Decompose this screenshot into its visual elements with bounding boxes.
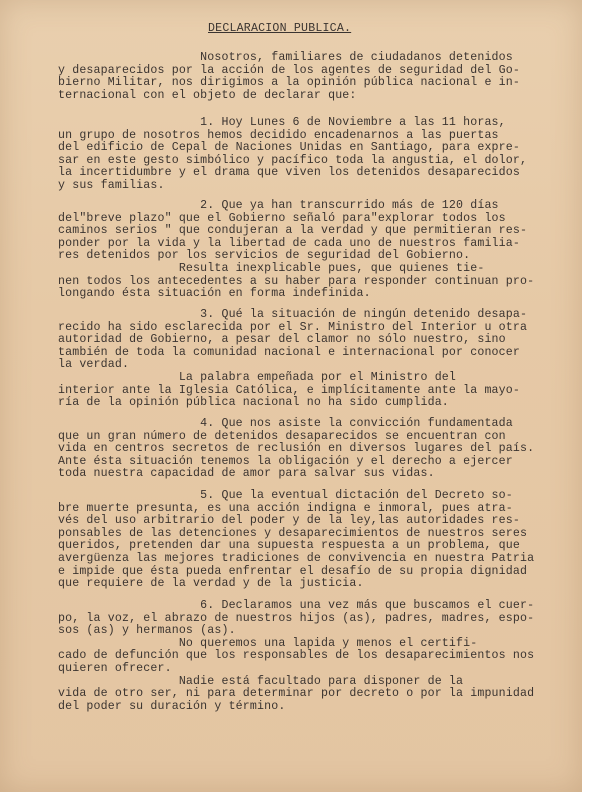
paragraph-5 [58, 418, 538, 481]
text-line: 6. Declaramos una vez más que buscamos el cuer- [58, 599, 535, 612]
text-line: 1. Hoy Lunes 6 de Noviembre a las 11 horas, [58, 116, 506, 129]
text-line: cado de defunción que los responsables de los desaparecimientos nos [58, 649, 535, 663]
text-line: del poder su duración y término. [58, 699, 286, 713]
text-line: 4. Que nos asiste la convicción fundamentada [58, 417, 513, 430]
text-line: ponsables de las detenciones y desaparecimientos de nuestros seres [58, 526, 528, 540]
text-line: e impide que ésta pueda enfrentar el desafío de su propia dignidad [58, 564, 528, 578]
text-line: toda nuestra capacidad de amor para salvar sus vidas. [58, 467, 435, 481]
paragraph-2 [58, 117, 538, 193]
text-line: vida en centros secretos de reclusión en diversos lugares del país. [58, 442, 535, 456]
text-line: vés del uso arbitrario del poder y de la ley,las autoridades res- [58, 514, 520, 528]
text-line: Ante ésta situación tenemos la obligación y el derecho a ejercer [58, 454, 513, 468]
text-line: La palabra empeñada por el Ministro del [58, 370, 457, 384]
text-line: ternacional con el objeto de declarar que: [58, 88, 357, 102]
paragraph-1 [58, 52, 538, 102]
text-line: 5. Que la eventual dictación del Decreto so- [58, 489, 513, 502]
paragraph-3 [58, 200, 538, 301]
text-line: bierno Militar, nos dirigimos a la opinión pública nacional e in- [58, 76, 520, 90]
text-line: autoridad de Gobierno, a pesar del clamor no sólo nuestro, sino [58, 333, 506, 347]
text-line: queridos, pretenden dar una supuesta respuesta a un problema, que [58, 539, 520, 553]
text-line: sos (as) y hermanos (as). [58, 624, 236, 638]
text-line: res detenidos por los servicios de seguridad del Gobierno. [58, 249, 471, 263]
text-line: No queremos una lapida y menos el certifi- [58, 636, 478, 650]
text-line: vida de otro ser, ni para determinar por decreto o por la impunidad [58, 687, 535, 701]
text-line: del edificio de Cepal de Naciones Unidas en Santiago, para expre- [58, 141, 520, 155]
text-line: del"breve plazo" que el Gobierno señaló para"explorar todos los [58, 211, 506, 225]
text-line: recido ha sido esclarecida por el Sr. Ministro del Interior u otra [58, 320, 528, 334]
text-line: sar en este gesto simbólico y pacífico toda la angustia, el dolor, [58, 153, 528, 167]
text-line: y desaparecidos por la acción de los agentes de seguridad del Go- [58, 63, 520, 77]
text-line: caminos serios " que condujeran a la verdad y que permitieran res- [58, 224, 528, 238]
text-line: 2. Que ya han transcurrido más de 120 días [58, 199, 499, 212]
paragraph-4 [58, 309, 538, 410]
text-line: también de toda la comunidad nacional e internacional por conocer [58, 345, 520, 359]
document-title: DECLARACION PUBLICA. [208, 22, 352, 35]
text-line: ría de la opinión pública nacional no ha sido cumplida. [58, 396, 449, 410]
text-line: que un gran número de detenidos desaparecidos se encuentran con [58, 429, 506, 443]
text-line: longando ésta situación en forma indefinida. [58, 287, 371, 301]
text-line: y sus familias. [58, 178, 165, 192]
text-line: Resulta inexplicable pues, que quienes tie- [58, 261, 485, 275]
text-line: po, la voz, el abrazo de nuestros hijos (as), padres, madres, espo- [58, 611, 535, 625]
text-line: 3. Qué la situación de ningún detenido desapa- [58, 308, 528, 321]
text-line: que requiere de la verdad y de la justicia. [58, 577, 364, 591]
text-line: quieren ofrecer. [58, 661, 172, 675]
text-line: Nosotros, familiares de ciudadanos detenidos [58, 51, 513, 64]
paragraph-6 [58, 490, 538, 591]
text-line: la incertidumbre y el drama que viven los detenidos desaparecidos [58, 166, 520, 180]
text-line: Nadie está facultado para disponer de la [58, 674, 464, 688]
text-line: nen todos los antecedentes a su haber para responder continuan pro- [58, 274, 535, 288]
text-line: avergüenza las mejores tradiciones de convivencia en nuestra Patria [58, 551, 535, 565]
text-line: la verdad. [58, 358, 130, 372]
text-line: ponder por la vida y la libertad de cada uno de nuestros familia- [58, 236, 520, 250]
text-line: interior ante la Iglesia Católica, e implícitamente ante la mayo- [58, 383, 520, 397]
text-line: un grupo de nosotros hemos decidido encadenarnos a las puertas [58, 128, 499, 142]
paragraph-7 [58, 600, 538, 713]
text-line: bre muerte presunta, es una acción indigna e inmoral, pues atra- [58, 501, 513, 515]
